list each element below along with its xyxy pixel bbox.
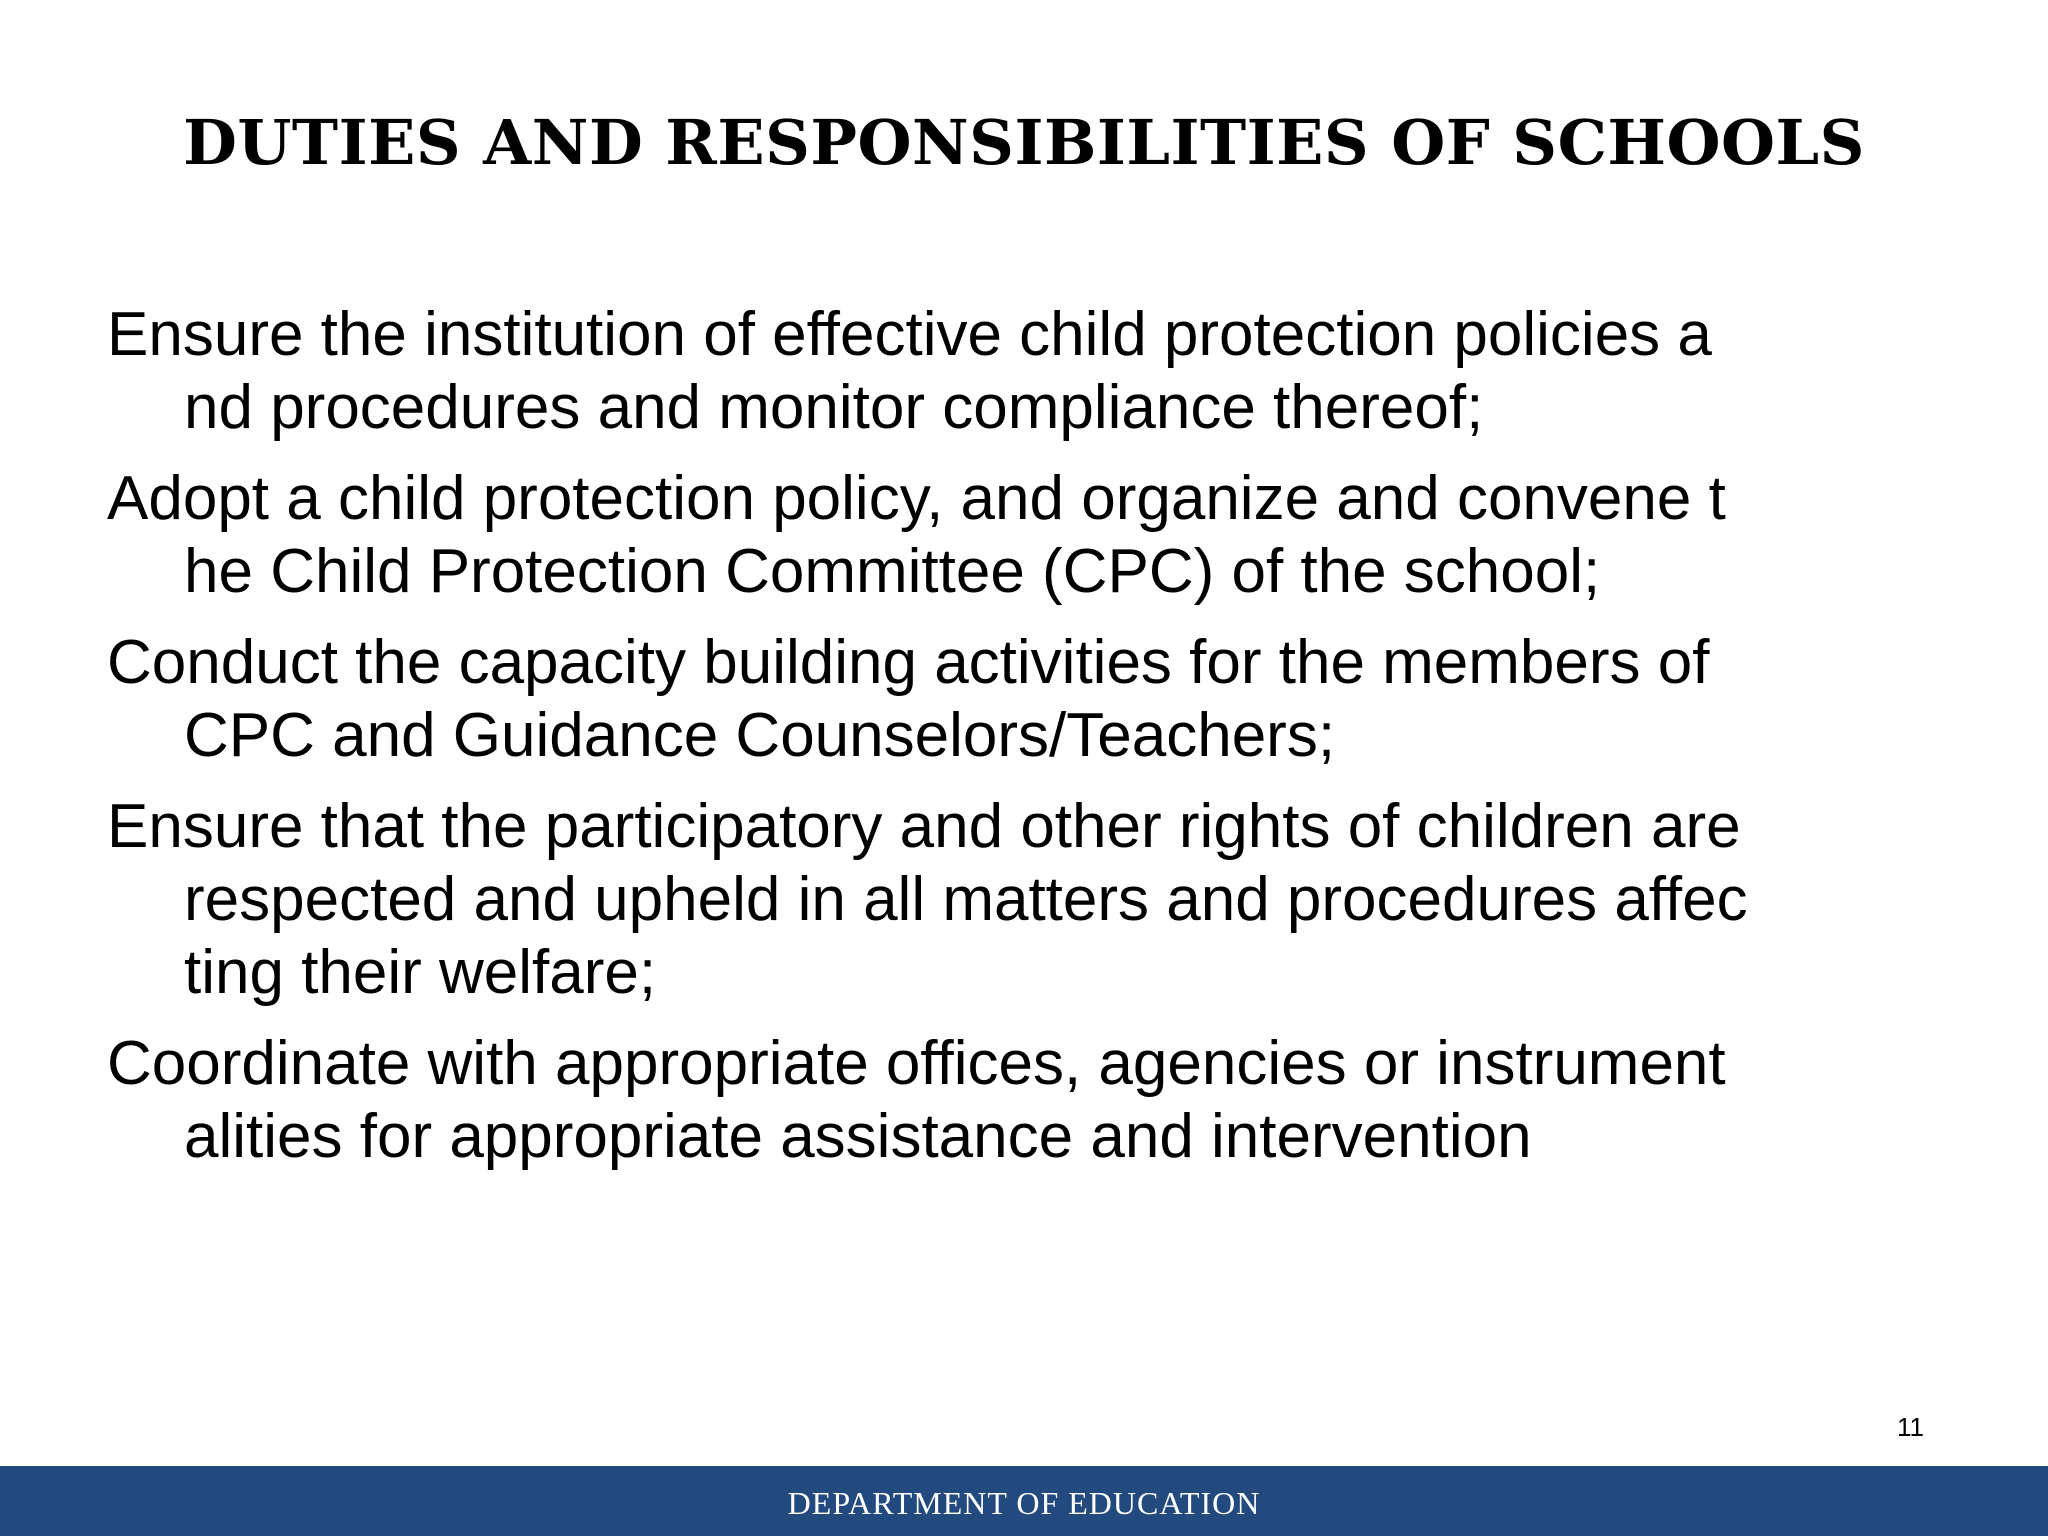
list-item-line: Conduct the capacity building activities for the members of (107, 628, 1710, 697)
list-item-line: Adopt a child protection policy, and organize and convene t (107, 464, 1726, 533)
list-item-line: ting their welfare; (184, 938, 657, 1007)
list-item-line: alities for appropriate assistance and intervention (184, 1102, 1532, 1171)
list-item (107, 790, 1987, 1009)
list-item-line: Ensure that the participatory and other rights of children are (107, 792, 1741, 861)
list-item (107, 462, 1987, 608)
footer-bar (0, 1466, 2048, 1536)
list-item-line: respected and upheld in all matters and procedures affec (184, 865, 1748, 934)
slide-title: DUTIES AND RESPONSIBILITIES OF SCHOOLS (183, 106, 1865, 179)
footer-text: DEPARTMENT OF EDUCATION (787, 1485, 1261, 1521)
list-item-line: he Child Protection Committee (CPC) of the school; (184, 537, 1601, 606)
list-item-line: nd procedures and monitor compliance thereof; (184, 373, 1484, 442)
list-item (107, 626, 1987, 772)
list-item-line: Ensure the institution of effective child protection policies a (107, 300, 1712, 369)
bullet-list (107, 298, 1987, 1191)
page-number: 11 (1897, 1412, 1924, 1442)
list-item (107, 298, 1987, 444)
list-item (107, 1027, 1987, 1173)
list-item-line: Coordinate with appropriate offices, agencies or instrument (107, 1029, 1726, 1098)
list-item-line: CPC and Guidance Counselors/Teachers; (184, 701, 1336, 770)
